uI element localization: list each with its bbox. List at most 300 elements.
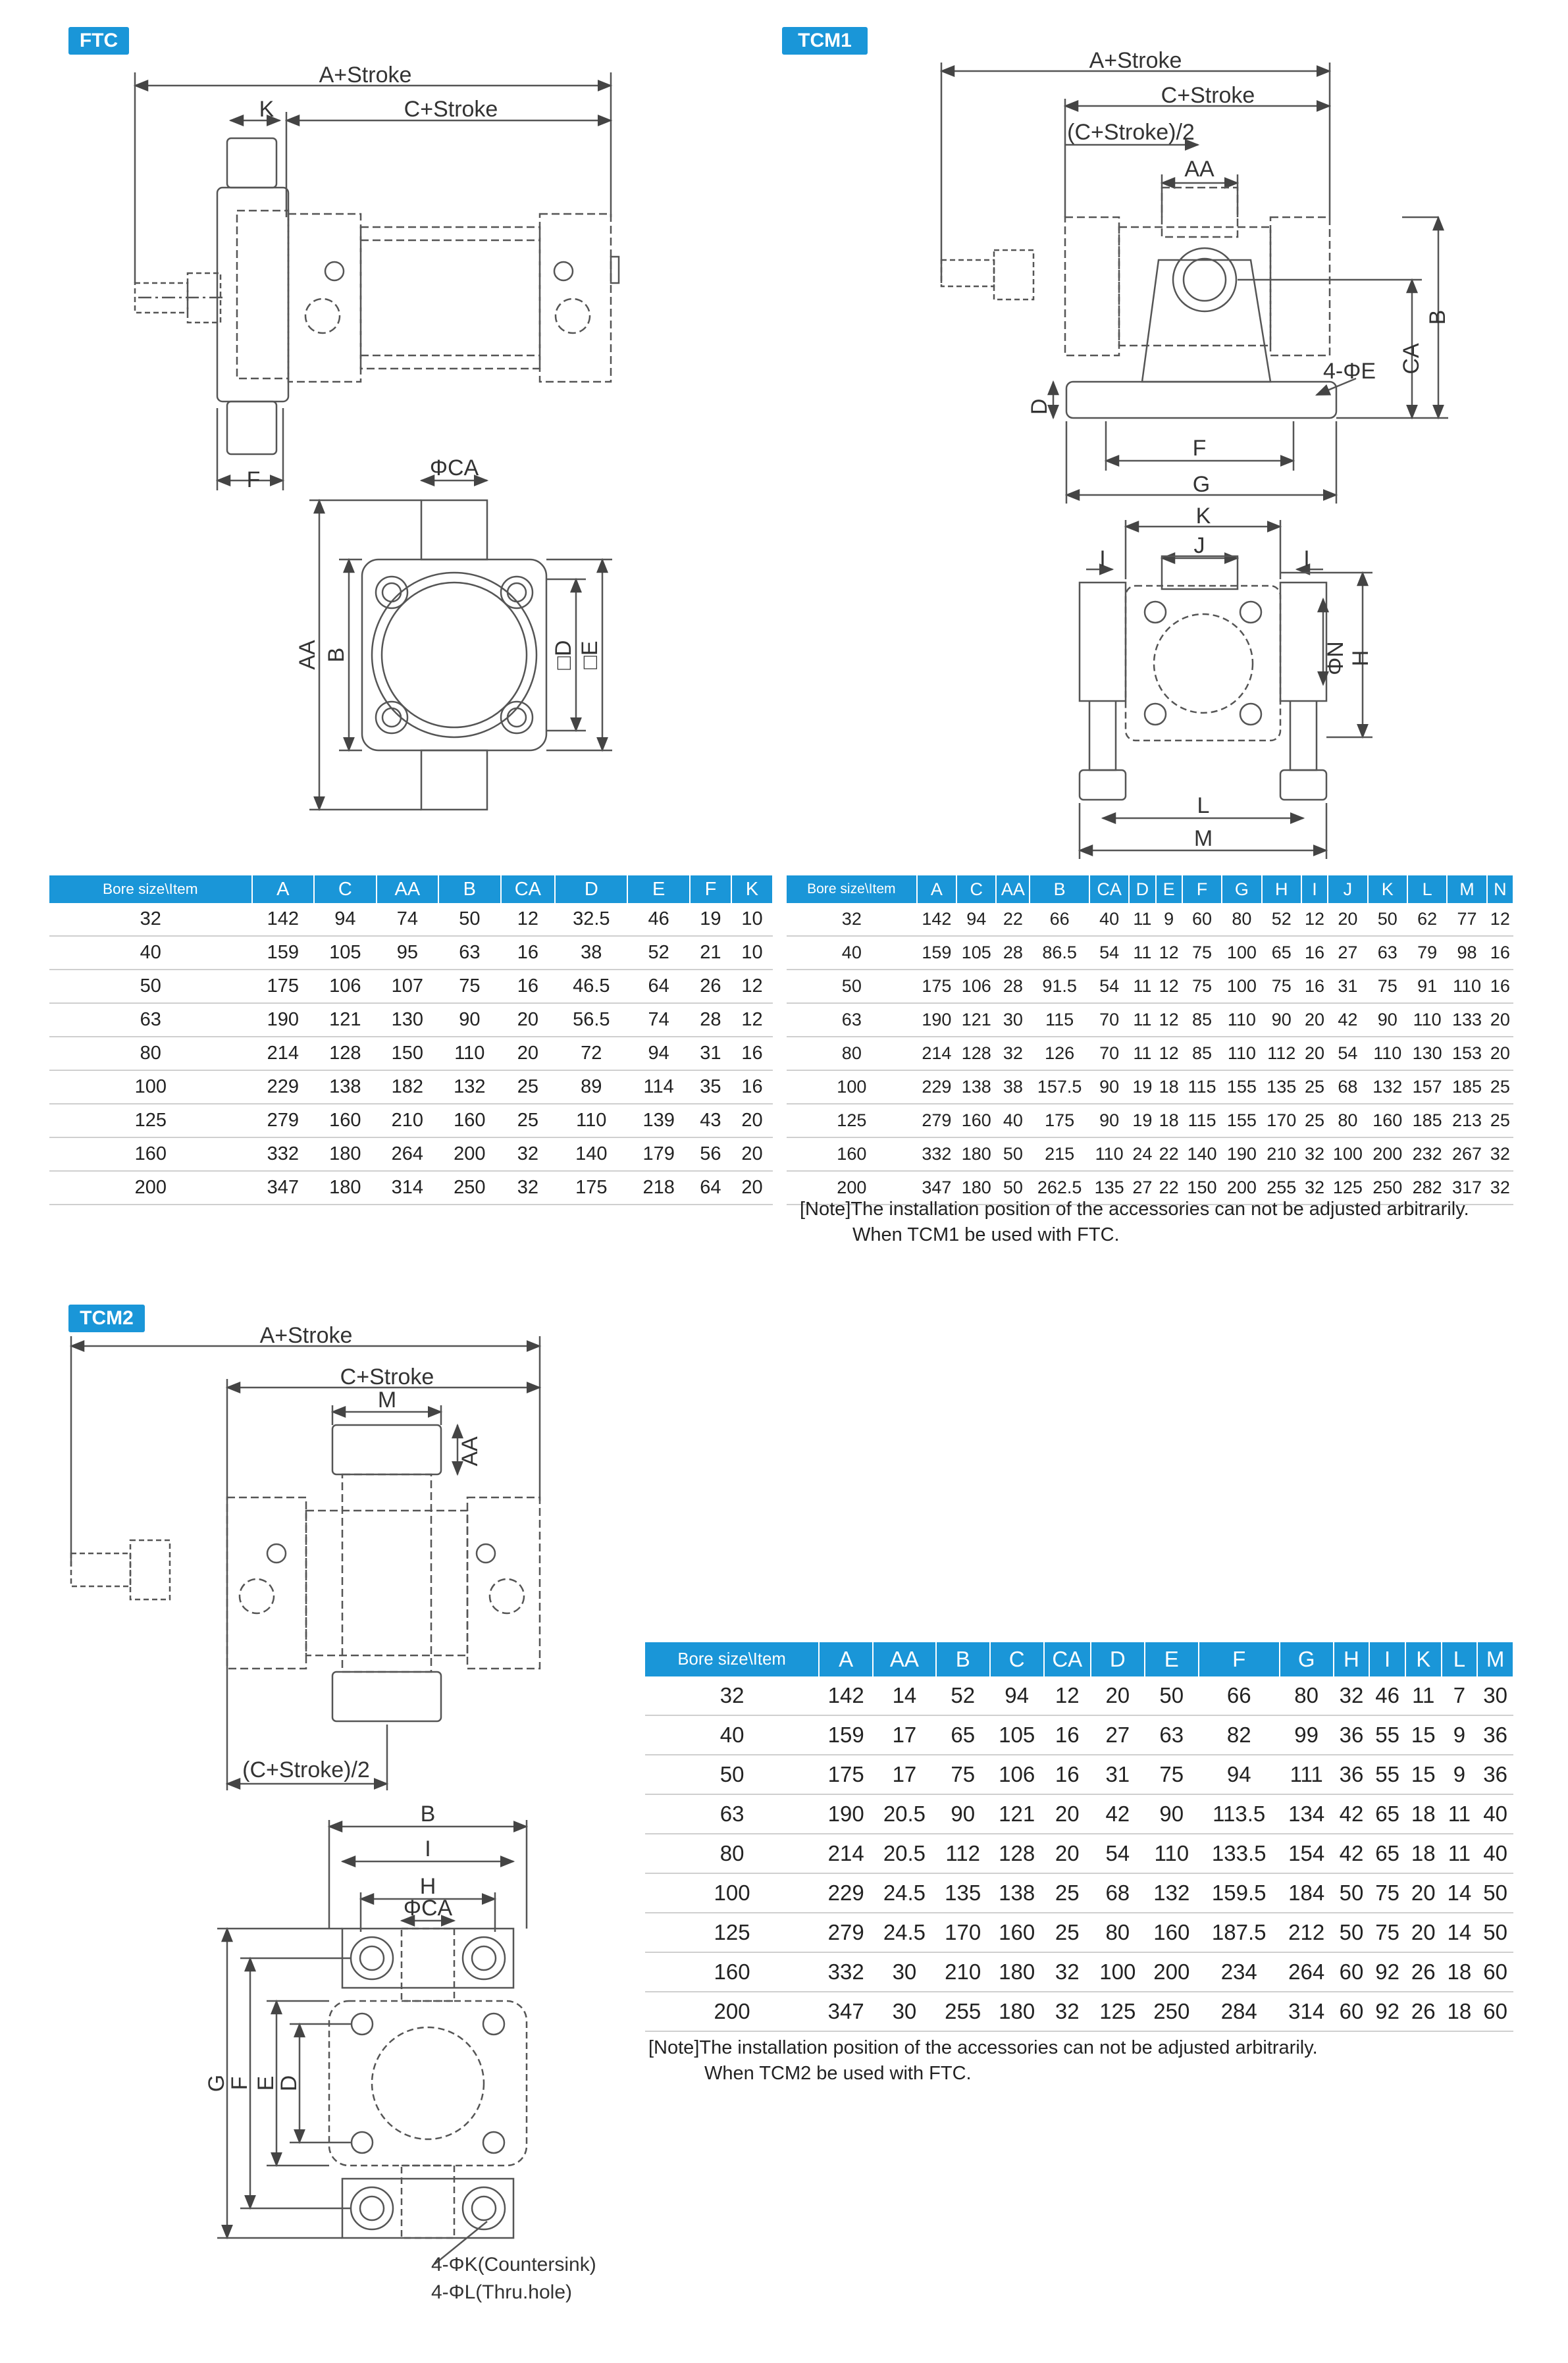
- table-cell: 132: [1368, 1070, 1407, 1104]
- table-cell: 75: [1262, 970, 1301, 1003]
- table-cell: 12: [731, 1003, 773, 1037]
- tcm1-b-label: B: [1425, 309, 1450, 325]
- table-cell: 139: [627, 1104, 690, 1137]
- column-header: AA: [996, 875, 1030, 903]
- table-cell: 170: [936, 1913, 990, 1952]
- tcm1-note-line2: When TCM1 be used with FTC.: [852, 1224, 1120, 1245]
- table-cell: 19: [690, 903, 731, 936]
- table-cell: 90: [1368, 1003, 1407, 1037]
- bore-size-cell: 50: [645, 1755, 819, 1794]
- column-header: D: [1091, 1642, 1145, 1676]
- table-cell: 36: [1334, 1715, 1370, 1755]
- table-cell: 20.5: [873, 1834, 936, 1873]
- table-cell: 66: [1030, 903, 1089, 936]
- table-cell: 20: [1091, 1676, 1145, 1715]
- column-header: G: [1280, 1642, 1334, 1676]
- table-cell: 70: [1089, 1003, 1129, 1037]
- table-cell: 40: [1477, 1794, 1513, 1834]
- table-cell: 332: [252, 1137, 315, 1171]
- table-row: [787, 970, 1513, 1003]
- table-cell: 157.5: [1030, 1070, 1089, 1104]
- table-row: [787, 936, 1513, 970]
- table-cell: 74: [377, 903, 439, 936]
- tcm1-i-left-label: I: [1099, 546, 1106, 571]
- table-cell: 11: [1405, 1676, 1442, 1715]
- tcm2-note-line1: [Note]The installation position of the accessories can not be adjusted arbitrarily.: [648, 2037, 1318, 2058]
- table-cell: 19: [1129, 1104, 1155, 1137]
- bore-size-cell: 80: [49, 1037, 252, 1070]
- ftc-c-stroke-label: C+Stroke: [404, 97, 498, 122]
- table-cell: 200: [438, 1137, 501, 1171]
- table-cell: 214: [917, 1037, 956, 1070]
- table-cell: 27: [1091, 1715, 1145, 1755]
- table-cell: 12: [501, 903, 556, 936]
- table-row: [49, 1137, 773, 1171]
- table-cell: 255: [1262, 1171, 1301, 1205]
- table-row: [787, 1070, 1513, 1104]
- table-cell: 180: [956, 1171, 996, 1205]
- tcm2-tag: TCM2: [68, 1305, 145, 1332]
- tcm1-aa-label: AA: [1184, 157, 1215, 182]
- tcm2-half-label: (C+Stroke)/2: [242, 1757, 370, 1782]
- tcm2-front-view: [217, 1820, 527, 2264]
- table-cell: 150: [1182, 1171, 1222, 1205]
- table-cell: 175: [819, 1755, 873, 1794]
- table-cell: 56.5: [555, 1003, 627, 1037]
- table-cell: 9: [1442, 1715, 1478, 1755]
- bore-size-cell: 125: [645, 1913, 819, 1952]
- table-cell: 200: [1222, 1171, 1261, 1205]
- table-cell: 347: [252, 1171, 315, 1205]
- bore-size-cell: 200: [49, 1171, 252, 1205]
- table-cell: 85: [1182, 1037, 1222, 1070]
- table-cell: 267: [1447, 1137, 1486, 1171]
- table-cell: 20.5: [873, 1794, 936, 1834]
- table-cell: 218: [627, 1171, 690, 1205]
- bore-size-header: Bore size\Item: [787, 875, 917, 903]
- table-row: [49, 1171, 773, 1205]
- ftc-side-view: [135, 72, 619, 490]
- table-cell: 50: [1334, 1913, 1370, 1952]
- table-cell: 317: [1447, 1171, 1486, 1205]
- tcm1-l-label: L: [1197, 793, 1210, 818]
- table-cell: 10: [731, 903, 773, 936]
- table-cell: 50: [1368, 903, 1407, 936]
- table-cell: 20: [501, 1003, 556, 1037]
- table-cell: 52: [936, 1676, 990, 1715]
- table-cell: 85: [1182, 1003, 1222, 1037]
- table-cell: 50: [996, 1171, 1030, 1205]
- table-row: [645, 1913, 1513, 1952]
- table-cell: 279: [252, 1104, 315, 1137]
- ftc-tag: FTC: [68, 27, 129, 55]
- table-cell: 16: [1301, 936, 1328, 970]
- table-cell: 142: [819, 1676, 873, 1715]
- table-cell: 11: [1129, 903, 1155, 936]
- table-row: [49, 1070, 773, 1104]
- tcm1-a-stroke-label: A+Stroke: [1089, 48, 1182, 73]
- table-cell: 75: [1182, 936, 1222, 970]
- table-cell: 89: [555, 1070, 627, 1104]
- table-cell: 72: [555, 1037, 627, 1070]
- table-row: [645, 1676, 1513, 1715]
- table-row: [787, 1137, 1513, 1171]
- column-header: A: [819, 1642, 873, 1676]
- table-cell: 112: [1262, 1037, 1301, 1070]
- table-cell: 115: [1182, 1070, 1222, 1104]
- table-cell: 182: [377, 1070, 439, 1104]
- table-cell: 60: [1477, 1952, 1513, 1992]
- table-cell: 11: [1129, 970, 1155, 1003]
- table-cell: 90: [1145, 1794, 1199, 1834]
- table-cell: 63: [1145, 1715, 1199, 1755]
- table-row: [645, 1794, 1513, 1834]
- table-cell: 20: [1405, 1913, 1442, 1952]
- bore-size-cell: 50: [787, 970, 917, 1003]
- table-cell: 210: [936, 1952, 990, 1992]
- table-cell: 43: [690, 1104, 731, 1137]
- table-cell: 229: [819, 1873, 873, 1913]
- table-cell: 155: [1222, 1070, 1261, 1104]
- table-cell: 75: [1145, 1755, 1199, 1794]
- column-header: N: [1487, 875, 1513, 903]
- table-cell: 31: [1091, 1755, 1145, 1794]
- table-cell: 82: [1199, 1715, 1280, 1755]
- table-cell: 25: [1044, 1873, 1091, 1913]
- table-cell: 92: [1369, 1952, 1405, 1992]
- table-cell: 140: [555, 1137, 627, 1171]
- table-row: [49, 903, 773, 936]
- table-cell: 180: [956, 1137, 996, 1171]
- table-row: [645, 1873, 1513, 1913]
- table-cell: 255: [936, 1992, 990, 2031]
- bore-size-cell: 80: [787, 1037, 917, 1070]
- table-cell: 121: [956, 1003, 996, 1037]
- table-cell: 347: [819, 1992, 873, 2031]
- table-cell: 60: [1182, 903, 1222, 936]
- table-cell: 50: [1334, 1873, 1370, 1913]
- bore-size-cell: 80: [645, 1834, 819, 1873]
- table-cell: 32: [996, 1037, 1030, 1070]
- table-cell: 28: [996, 936, 1030, 970]
- table-cell: 66: [1199, 1676, 1280, 1715]
- table-cell: 190: [917, 1003, 956, 1037]
- table-cell: 94: [1199, 1755, 1280, 1794]
- table-cell: 11: [1129, 1037, 1155, 1070]
- bore-size-cell: 32: [645, 1676, 819, 1715]
- table-cell: 20: [731, 1104, 773, 1137]
- table-cell: 9: [1156, 903, 1182, 936]
- table-cell: 125: [1328, 1171, 1367, 1205]
- table-cell: 160: [314, 1104, 377, 1137]
- table-cell: 134: [1280, 1794, 1334, 1834]
- table-cell: 135: [1089, 1171, 1129, 1205]
- table-cell: 16: [1487, 970, 1513, 1003]
- table-cell: 32: [1334, 1676, 1370, 1715]
- bore-size-cell: 63: [645, 1794, 819, 1834]
- ftc-e-label: □E: [577, 640, 602, 669]
- table-cell: 279: [819, 1913, 873, 1952]
- table-cell: 17: [873, 1755, 936, 1794]
- bore-size-cell: 100: [49, 1070, 252, 1104]
- tcm1-i-right-label: I: [1303, 546, 1310, 571]
- table-cell: 214: [819, 1834, 873, 1873]
- table-cell: 159: [917, 936, 956, 970]
- table-cell: 130: [377, 1003, 439, 1037]
- table-cell: 95: [377, 936, 439, 970]
- tcm2-note-line2: When TCM2 be used with FTC.: [704, 2063, 972, 2084]
- table-row: [49, 970, 773, 1003]
- table-cell: 36: [1477, 1755, 1513, 1794]
- table-cell: 214: [252, 1037, 315, 1070]
- table-cell: 20: [1301, 1003, 1328, 1037]
- table-cell: 126: [1030, 1037, 1089, 1070]
- tcm2-k-hole-label: 4-ΦK(Countersink): [431, 2254, 596, 2275]
- table-cell: 11: [1129, 936, 1155, 970]
- table-cell: 210: [1262, 1137, 1301, 1171]
- table-cell: 79: [1407, 936, 1447, 970]
- column-header: K: [1368, 875, 1407, 903]
- table-cell: 63: [438, 936, 501, 970]
- column-header: L: [1407, 875, 1447, 903]
- table-cell: 250: [438, 1171, 501, 1205]
- table-cell: 110: [1407, 1003, 1447, 1037]
- tcm2-note: [648, 2035, 1318, 2087]
- table-cell: 22: [1156, 1171, 1182, 1205]
- table-cell: 18: [1156, 1070, 1182, 1104]
- table-cell: 32: [1487, 1171, 1513, 1205]
- table-cell: 36: [1334, 1755, 1370, 1794]
- tcm2-e-label: E: [253, 2075, 278, 2091]
- table-cell: 121: [314, 1003, 377, 1037]
- table-cell: 150: [377, 1037, 439, 1070]
- table-cell: 160: [956, 1104, 996, 1137]
- bore-size-cell: 125: [49, 1104, 252, 1137]
- column-header: A: [917, 875, 956, 903]
- tcm1-note: [800, 1197, 1469, 1248]
- table-cell: 135: [1262, 1070, 1301, 1104]
- table-cell: 31: [1328, 970, 1367, 1003]
- tcm1-spec-table: [787, 875, 1514, 1205]
- bore-size-cell: 32: [49, 903, 252, 936]
- table-cell: 107: [377, 970, 439, 1003]
- tcm2-ca-label: ΦCA: [403, 1896, 453, 1921]
- table-cell: 16: [501, 936, 556, 970]
- table-cell: 25: [1301, 1104, 1328, 1137]
- column-header: CA: [1044, 1642, 1091, 1676]
- tcm1-f-label: F: [1192, 436, 1207, 461]
- table-cell: 175: [1030, 1104, 1089, 1137]
- table-cell: 19: [1129, 1070, 1155, 1104]
- table-cell: 25: [1301, 1070, 1328, 1104]
- table-cell: 32: [1301, 1137, 1328, 1171]
- table-cell: 64: [690, 1171, 731, 1205]
- table-cell: 140: [1182, 1137, 1222, 1171]
- table-cell: 100: [1328, 1137, 1367, 1171]
- column-header: K: [1405, 1642, 1442, 1676]
- table-cell: 90: [1089, 1070, 1129, 1104]
- column-header: D: [555, 875, 627, 903]
- bore-size-cell: 125: [787, 1104, 917, 1137]
- table-cell: 115: [1182, 1104, 1222, 1137]
- ftc-b-label: B: [324, 647, 349, 663]
- bore-size-cell: 40: [49, 936, 252, 970]
- table-cell: 68: [1328, 1070, 1367, 1104]
- column-header: I: [1369, 1642, 1405, 1676]
- table-cell: 90: [438, 1003, 501, 1037]
- bore-size-cell: 40: [645, 1715, 819, 1755]
- bore-size-cell: 63: [787, 1003, 917, 1037]
- table-cell: 12: [1156, 936, 1182, 970]
- table-cell: 15: [1405, 1715, 1442, 1755]
- table-cell: 20: [1405, 1873, 1442, 1913]
- bore-size-cell: 160: [49, 1137, 252, 1171]
- table-cell: 110: [438, 1037, 501, 1070]
- tcm2-aa-label: AA: [457, 1436, 483, 1467]
- column-header: K: [731, 875, 773, 903]
- table-cell: 110: [1368, 1037, 1407, 1070]
- column-header: M: [1477, 1642, 1513, 1676]
- table-cell: 212: [1280, 1913, 1334, 1952]
- table-cell: 90: [936, 1794, 990, 1834]
- table-cell: 7: [1442, 1676, 1478, 1715]
- column-header: CA: [501, 875, 556, 903]
- table-cell: 125: [1091, 1992, 1145, 2031]
- tcm1-ca-label: CA: [1399, 343, 1424, 375]
- tcm2-spec-table: [645, 1642, 1514, 2032]
- table-cell: 159: [252, 936, 315, 970]
- table-cell: 21: [690, 936, 731, 970]
- table-cell: 14: [1442, 1873, 1478, 1913]
- table-cell: 9: [1442, 1755, 1478, 1794]
- table-cell: 187.5: [1199, 1913, 1280, 1952]
- table-row: [645, 1952, 1513, 1992]
- table-cell: 80: [1328, 1104, 1367, 1137]
- table-cell: 20: [1044, 1834, 1091, 1873]
- table-cell: 15: [1405, 1755, 1442, 1794]
- table-cell: 175: [555, 1171, 627, 1205]
- table-cell: 160: [438, 1104, 501, 1137]
- table-cell: 232: [1407, 1137, 1447, 1171]
- table-cell: 27: [1328, 936, 1367, 970]
- table-cell: 32: [1044, 1952, 1091, 1992]
- table-cell: 94: [314, 903, 377, 936]
- table-cell: 100: [1222, 936, 1261, 970]
- bore-size-header: Bore size\Item: [49, 875, 252, 903]
- table-cell: 332: [917, 1137, 956, 1171]
- table-cell: 190: [1222, 1137, 1261, 1171]
- table-cell: 314: [1280, 1992, 1334, 2031]
- table-cell: 24.5: [873, 1913, 936, 1952]
- table-cell: 35: [690, 1070, 731, 1104]
- tcm1-note-line1: [Note]The installation position of the accessories can not be adjusted arbitrarily.: [800, 1199, 1469, 1220]
- table-row: [787, 1037, 1513, 1070]
- table-cell: 62: [1407, 903, 1447, 936]
- table-cell: 52: [1262, 903, 1301, 936]
- table-cell: 91: [1407, 970, 1447, 1003]
- tcm1-c-stroke-label: C+Stroke: [1161, 83, 1255, 108]
- table-cell: 17: [873, 1715, 936, 1755]
- table-cell: 25: [1487, 1104, 1513, 1137]
- table-cell: 135: [936, 1873, 990, 1913]
- bore-size-cell: 50: [49, 970, 252, 1003]
- column-header: E: [1156, 875, 1182, 903]
- column-header: A: [252, 875, 315, 903]
- tcm1-j-label: J: [1193, 533, 1205, 558]
- tcm1-g-label: G: [1192, 472, 1211, 497]
- table-cell: 170: [1262, 1104, 1301, 1137]
- column-header: C: [956, 875, 996, 903]
- table-cell: 14: [873, 1676, 936, 1715]
- table-cell: 65: [936, 1715, 990, 1755]
- table-cell: 25: [501, 1104, 556, 1137]
- table-cell: 18: [1156, 1104, 1182, 1137]
- bore-size-cell: 160: [787, 1137, 917, 1171]
- column-header: H: [1262, 875, 1301, 903]
- table-cell: 63: [1368, 936, 1407, 970]
- table-cell: 175: [917, 970, 956, 1003]
- table-cell: 190: [819, 1794, 873, 1834]
- table-cell: 138: [990, 1873, 1044, 1913]
- table-cell: 100: [1091, 1952, 1145, 1992]
- table-cell: 25: [501, 1070, 556, 1104]
- table-cell: 24.5: [873, 1873, 936, 1913]
- table-cell: 14: [1442, 1913, 1478, 1952]
- column-header: G: [1222, 875, 1261, 903]
- table-row: [787, 903, 1513, 936]
- table-cell: 160: [990, 1913, 1044, 1952]
- table-cell: 110: [555, 1104, 627, 1137]
- table-cell: 54: [1089, 936, 1129, 970]
- table-cell: 142: [917, 903, 956, 936]
- table-row: [645, 1755, 1513, 1794]
- table-cell: 16: [1044, 1715, 1091, 1755]
- table-cell: 94: [956, 903, 996, 936]
- table-cell: 80: [1280, 1676, 1334, 1715]
- table-row: [645, 1992, 1513, 2031]
- table-cell: 86.5: [1030, 936, 1089, 970]
- table-cell: 65: [1369, 1834, 1405, 1873]
- tcm2-f-label: F: [227, 2076, 252, 2090]
- table-cell: 38: [555, 936, 627, 970]
- table-cell: 30: [873, 1952, 936, 1992]
- table-cell: 38: [996, 1070, 1030, 1104]
- table-cell: 42: [1334, 1794, 1370, 1834]
- table-cell: 55: [1369, 1715, 1405, 1755]
- table-cell: 180: [314, 1171, 377, 1205]
- table-cell: 50: [438, 903, 501, 936]
- table-cell: 110: [1447, 970, 1486, 1003]
- tcm2-h-label: H: [419, 1874, 436, 1899]
- table-cell: 60: [1334, 1952, 1370, 1992]
- table-cell: 113.5: [1199, 1794, 1280, 1834]
- ftc-f-label: F: [246, 467, 261, 492]
- tcm1-d-label: D: [1027, 398, 1052, 415]
- table-cell: 50: [1477, 1873, 1513, 1913]
- column-header: AA: [377, 875, 439, 903]
- table-cell: 40: [996, 1104, 1030, 1137]
- table-cell: 229: [252, 1070, 315, 1104]
- tcm2-d-label: D: [276, 2075, 301, 2092]
- table-cell: 46: [627, 903, 690, 936]
- table-cell: 20: [1487, 1037, 1513, 1070]
- table-cell: 52: [627, 936, 690, 970]
- table-cell: 12: [1156, 970, 1182, 1003]
- table-row: [49, 1104, 773, 1137]
- table-cell: 98: [1447, 936, 1486, 970]
- table-cell: 18: [1442, 1952, 1478, 1992]
- table-cell: 16: [731, 1037, 773, 1070]
